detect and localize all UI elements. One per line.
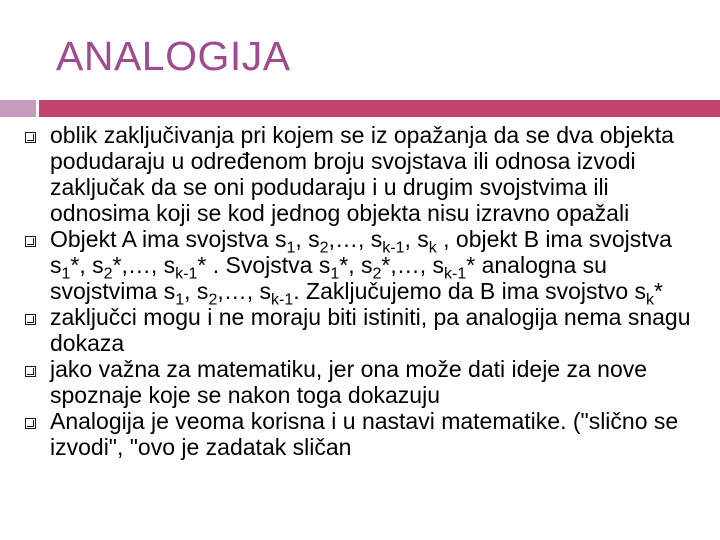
bullet-item bbox=[0, 408, 720, 460]
slide-title: ANALOGIJA bbox=[56, 33, 291, 79]
title-accent-bar bbox=[39, 100, 720, 117]
title-accent-bar-left bbox=[0, 100, 36, 117]
bullet-text: Analogija je veoma korisna i u nastavi matematike. ("slično se izvodi", "ovo je zadatak sličan bbox=[50, 408, 679, 460]
bullet-list bbox=[0, 122, 720, 460]
bullet-text: Objekt A ima svojstva $s_1$, $s_2,\dots$, $s_{k-1}$, $s_k$ , objekt B ima svojstva $s_1*$, $s_2*,\dots$, $s_{k-1}*$ . Svojstva $s_1*$, $s_2*,\dots$, $s_{k-1}*$ analogna su svojstvima $s_1$, $s_2,\dots$, $s_{k-1}$. Zaključujemo da B ima svojstvo $s_k*$ bbox=[50, 226, 672, 309]
bullet-text: jako važna za matematiku, jer ona može dati ideje za nove spoznaje koje se nakon toga dokazuju bbox=[50, 356, 648, 408]
bullet-item bbox=[0, 122, 720, 226]
bullet-item bbox=[0, 304, 720, 356]
bullet-item bbox=[0, 226, 720, 309]
square-checkbox-icon bbox=[25, 418, 36, 429]
bullet-text: zaključci mogu i ne moraju biti istiniti, pa analogija nema snagu dokaza bbox=[50, 304, 691, 356]
square-checkbox-icon bbox=[25, 132, 36, 143]
square-checkbox-icon bbox=[25, 236, 36, 247]
bullet-item bbox=[0, 356, 720, 408]
square-checkbox-icon bbox=[25, 366, 36, 377]
square-checkbox-icon bbox=[25, 314, 36, 325]
bullet-text: oblik zaključivanja pri kojem se iz opažanja da se dva objekta podudaraju u određenom broju svojstava ili odnosa izvodi zaključak da se oni podudaraju i u drugim svojstvima ili odnosima koji se kod jednog objekta nisu izravno opažali bbox=[50, 122, 674, 226]
